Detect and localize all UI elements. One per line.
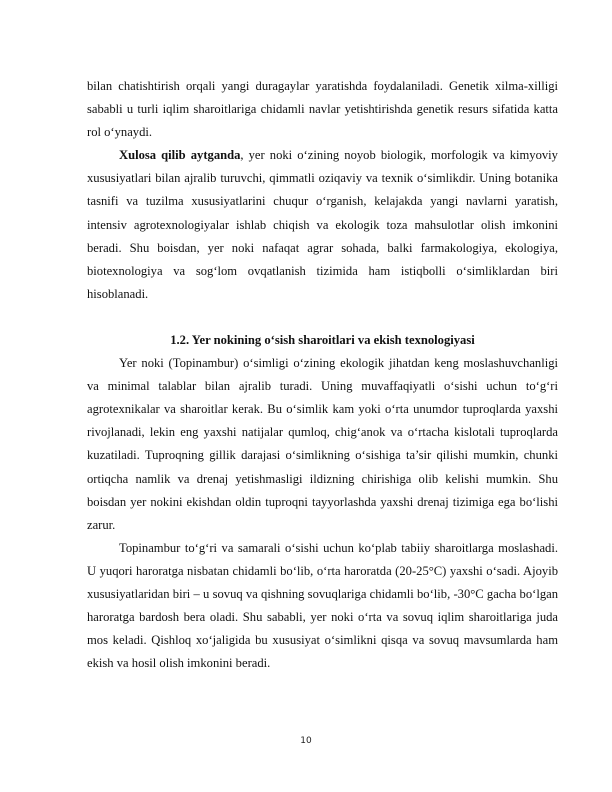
conclusion-lead: Xulosa qilib aytganda xyxy=(119,148,241,163)
section-heading: 1.2. Yer nokining o‘sish sharoitlari va ekish texnologiyasi xyxy=(170,332,475,347)
paragraph-climate: Topinambur to‘g‘ri va samarali o‘sishi uchun ko‘plab tabiiy sharoitlarga moslashadi. U yuqori haroratga nisbatan chidamli bo‘lib, o‘rta haroratda (20-25°C) yaxshi o‘sadi. Ajoyib xususiyatlaridan biri – u sovuq va qishning sovuqlariga chidamli bo‘lib, -30°C gacha bo‘lgan haroratga bardosh bera oladi. Shu sababli, yer noki o‘rta va sovuq iqlim sharoitlariga juda mos keladi. Qishloq xo‘jaligida bu xususiyat o‘simlikni qisqa va sovuq mavsumlarda ham ekish va hosil olish imkonini beradi. xyxy=(87,540,558,671)
paragraph-continuation: bilan chatishtirish orqali yangi duragaylar yaratishda foydalaniladi. Genetik xilma-xilligi sababli u turli iqlim sharoitlariga chidamli navlar yetishtirishda genetik resurs sifatida katta rol o‘ynaydi. xyxy=(87,79,558,140)
paragraph-conclusion xyxy=(87,144,558,306)
page-number: 10 xyxy=(300,736,312,746)
paragraph-soil: Yer noki (Topinambur) o‘simligi o‘zining ekologik jihatdan keng moslashuvchanligi va minimal talablar bilan ajralib turadi. Uning muvaffaqiyatli o‘sishi uchun to‘g‘ri agrotexnikalar va sharoitlar kerak. Bu o‘simlik kam yoki o‘rta unumdor tuproqlarda yaxshi rivojlanadi, lekin eng yaxshi natijalar qumloq, chig‘anok va o‘rtacha kislotali tuproqlarda kuzatiladi. Tuproqning gillik darajasi o‘simlikning o‘sishiga ta’sir qilishi mumkin, chunki ortiqcha namlik va drenaj yetishmasligi ildizning chirishiga olib kelishi mumkin. Shu boisdan yer nokini ekishdan oldin tuproqni tayyorlashda yaxshi drenaj tizimiga ega bo‘lishi zarur. xyxy=(87,356,558,532)
conclusion-body: , yer noki o‘zining noyob biologik, morfologik va kimyoviy xususiyatlari bilan ajralib turuvchi, qimmatli oziqaviy va texnik o‘simlikdir. Uning botanika tasnifi va tuzilma xususiyatlarini chuqur o‘rganish, kelajakda yangi navlarni yaratish, intensiv agrotexnologiyalar ishlab chiqish va ekologik toza mahsulotlar olish imkonini beradi. Shu boisdan, yer noki nafaqat agrar sohada, balki farmakologiya, ekologiya, biotexnologiya va sog‘lom ovqatlanish tizimida ham istiqbolli o‘simliklardan biri hisoblanadi. xyxy=(87,148,558,301)
page-body xyxy=(87,75,558,675)
